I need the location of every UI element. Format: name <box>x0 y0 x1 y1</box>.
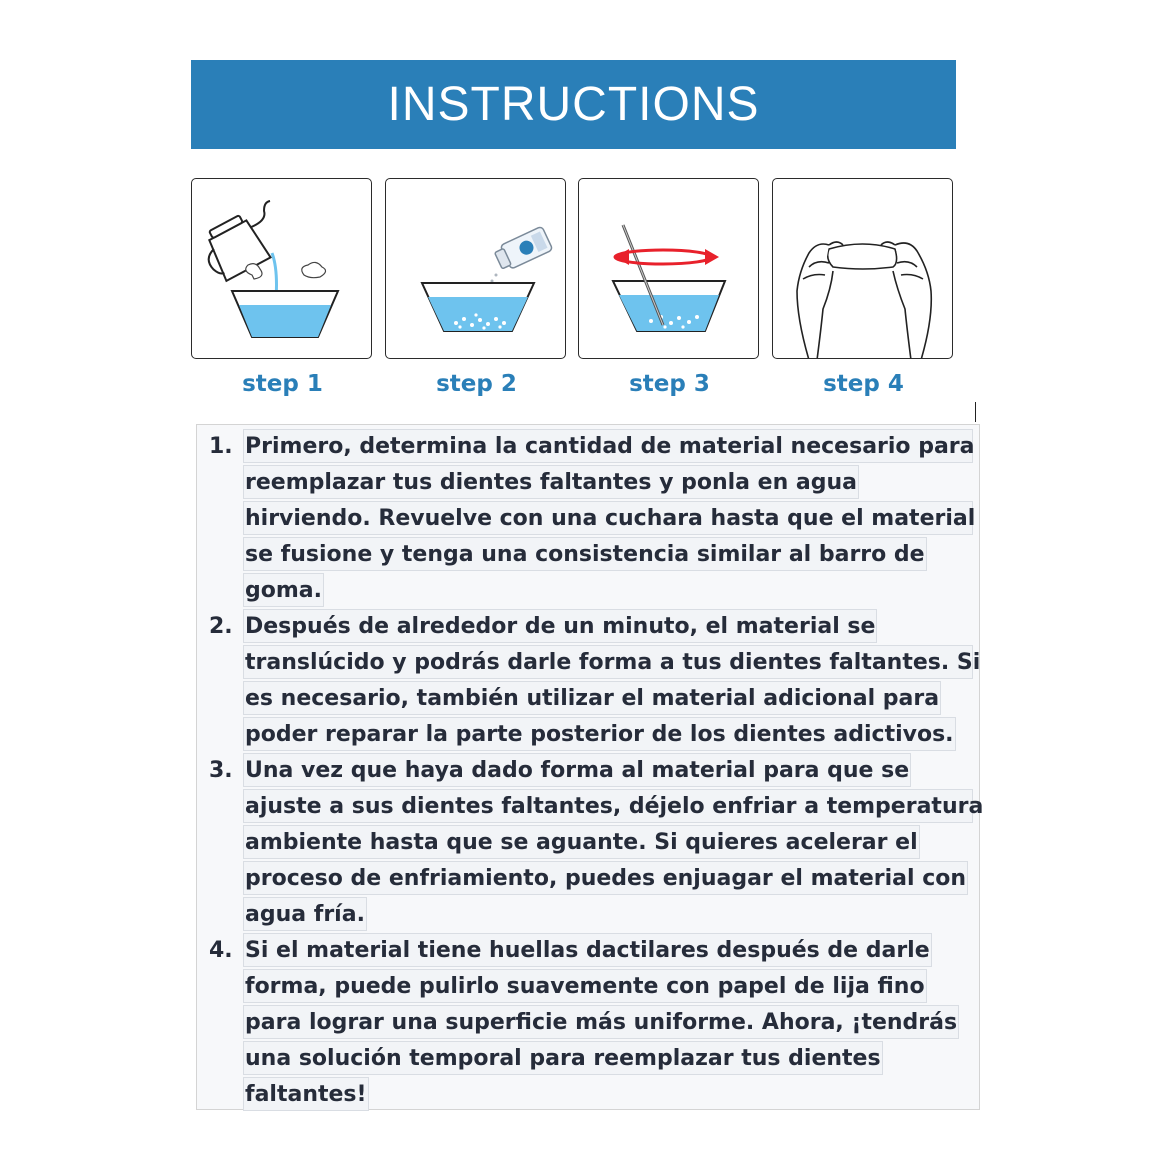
instruction-item-1 <box>209 429 974 609</box>
step-3-card <box>578 178 761 397</box>
step-4-label: step 4 <box>823 371 904 397</box>
step-3-image-frame <box>578 178 759 359</box>
instruction-item-3 <box>209 753 984 933</box>
step-4-card <box>772 178 955 397</box>
instruction-line: Una vez que haya dado forma al material para que se <box>243 753 911 787</box>
instructions-text-panel <box>196 424 984 1110</box>
step-2-label: step 2 <box>436 371 517 397</box>
text-cursor <box>975 402 976 422</box>
step-1-card <box>191 178 374 397</box>
instruction-line: agua fría. <box>243 897 367 931</box>
instruction-line: hirviendo. Revuelve con una cuchara hasta que el material <box>243 501 973 535</box>
instruction-number: 2. <box>209 614 233 639</box>
bottle-pouring-pellets-icon <box>386 179 566 359</box>
instruction-line: poder reparar la parte posterior de los dientes adictivos. <box>243 717 956 751</box>
step-4-image-frame <box>772 178 953 359</box>
instruction-line: faltantes! <box>243 1077 369 1111</box>
instruction-line: es necesario, también utilizar el material adicional para <box>243 681 941 715</box>
instruction-item-4 <box>209 933 974 1113</box>
instruction-line: ajuste a sus dientes faltantes, déjelo enfriar a temperatura <box>243 789 973 823</box>
kettle-pouring-into-bowl-icon <box>192 179 372 359</box>
instruction-line: Después de alrededor de un minuto, el material se <box>243 609 877 643</box>
instruction-line: translúcido y podrás darle forma a tus dientes faltantes. Si <box>243 645 973 679</box>
step-2-image-frame <box>385 178 566 359</box>
instruction-line: Primero, determina la cantidad de material necesario para <box>243 429 973 463</box>
stirring-bowl-icon <box>579 179 759 359</box>
instruction-line: ambiente hasta que se aguante. Si quieres acelerar el <box>243 825 920 859</box>
step-1-label: step 1 <box>242 371 323 397</box>
step-3-label: step 3 <box>629 371 710 397</box>
instruction-line: reemplazar tus dientes faltantes y ponla en agua <box>243 465 859 499</box>
instruction-item-2 <box>209 609 981 753</box>
instructions-banner <box>191 60 956 149</box>
hands-shaping-material-icon <box>773 179 953 359</box>
instruction-line: forma, puede pulirlo suavemente con papel de lija fino <box>243 969 927 1003</box>
instruction-number: 1. <box>209 434 233 459</box>
instruction-line: proceso de enfriamiento, puedes enjuagar el material con <box>243 861 968 895</box>
instructions-list <box>209 429 984 1113</box>
step-2-card <box>385 178 568 397</box>
page-title: INSTRUCTIONS <box>387 78 760 131</box>
instruction-line: Si el material tiene huellas dactilares después de darle <box>243 933 932 967</box>
instruction-line: para lograr una superficie más uniforme. Ahora, ¡tendrás <box>243 1005 959 1039</box>
step-1-image-frame <box>191 178 372 359</box>
instruction-number: 3. <box>209 758 233 783</box>
instruction-line: una solución temporal para reemplazar tus dientes <box>243 1041 883 1075</box>
instruction-line: goma. <box>243 573 324 607</box>
instruction-number: 4. <box>209 938 233 963</box>
instruction-line: se fusione y tenga una consistencia similar al barro de <box>243 537 927 571</box>
